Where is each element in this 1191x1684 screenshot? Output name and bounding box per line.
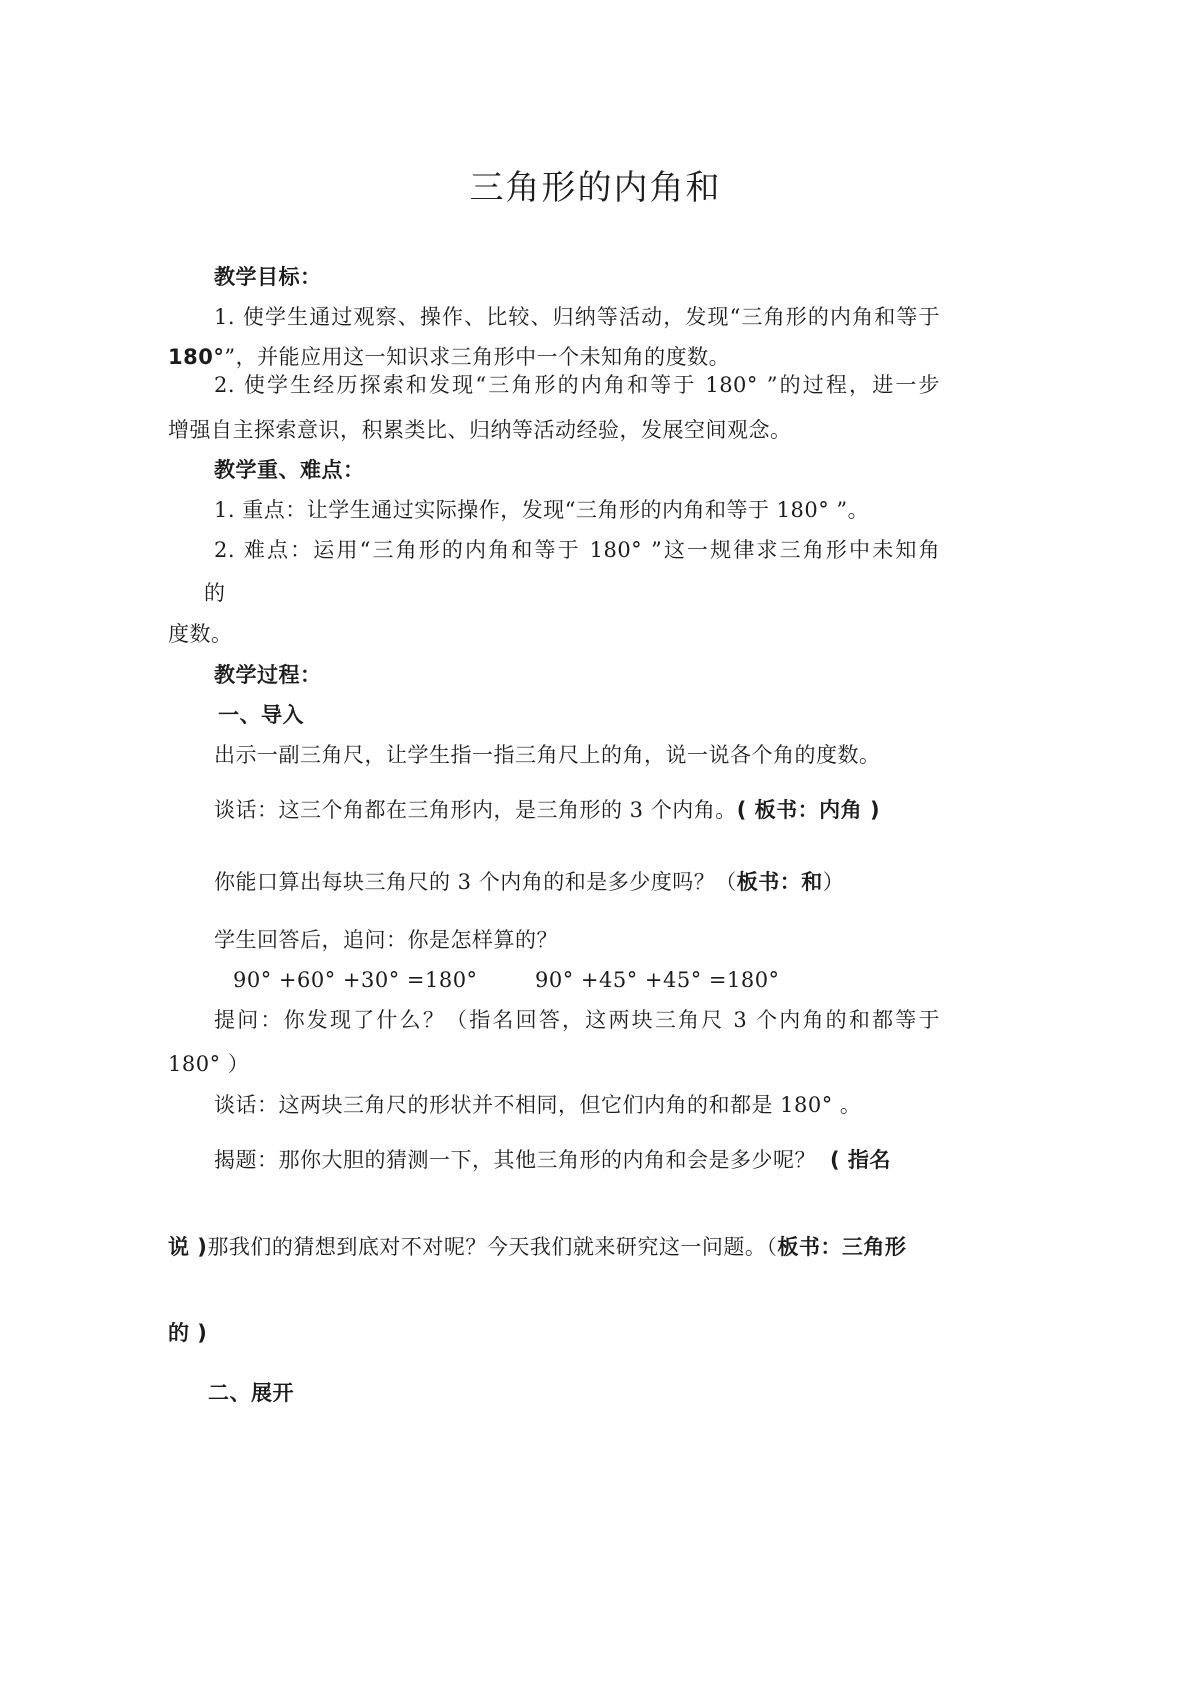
objective-1-degree: 180° [168, 345, 225, 369]
objective-2-line1: 2. 使学生经历探索和发现“三角形的内角和等于 180° ”的过程，进一步 [214, 373, 940, 397]
paragraph-7-text: 揭题：那你大胆的猜测一下，其他三角形的内角和会是多少呢？ [214, 1148, 816, 1172]
key-point-2-line3: 度数。 [168, 622, 233, 646]
paragraph-1: 出示一副三角尺，让学生指一指三角尺上的角，说一说各个角的度数。 [214, 743, 881, 767]
paragraph-5-line1: 提问：你发现了什么？（指名回答，这两块三角尺 3 个内角的和都等于 [214, 1008, 940, 1032]
part2-heading: 二、展开 [208, 1381, 294, 1405]
paragraph-5-line2: 180° ） [168, 1052, 250, 1076]
calculation-2: 90° +45° +45° =180° [535, 968, 780, 992]
objective-1-line1: 1. 使学生通过观察、操作、比较、归纳等活动，发现“三角形的内角和等于 [214, 305, 940, 329]
paragraph-7-bold: ( 指名 [830, 1148, 891, 1172]
paragraph-4: 学生回答后，追问：你是怎样算的？ [214, 928, 558, 952]
paragraph-3 [214, 867, 844, 897]
paragraph-9-bold: 的 ) [168, 1321, 208, 1345]
board-note-sum: 板书：和 [736, 870, 823, 894]
key-points-heading: 教学重、难点： [214, 458, 365, 482]
process-heading: 教学过程： [214, 663, 322, 687]
page-title: 三角形的内角和 [469, 168, 722, 208]
paragraph-8 [168, 1232, 906, 1262]
board-note-triangle: 板书：三角形 [777, 1235, 907, 1259]
key-point-2-line1: 2. 难点：运用“三角形的内角和等于 180° ”这一规律求三角形中未知角 [214, 538, 940, 562]
paragraph-3-text: 你能口算出每块三角尺的 3 个内角的和是多少度吗？（ [214, 870, 737, 894]
paragraph-2 [214, 795, 880, 825]
paragraph-8-bold-start: 说 ) [168, 1235, 208, 1259]
board-note-inner-angle: ( 板书：内角 ) [736, 798, 881, 822]
paragraph-2-text: 谈话：这三个角都在三角形内，是三角形的 3 个内角。 [214, 798, 737, 822]
objectives-heading: 教学目标： [214, 265, 322, 289]
paragraph-6: 谈话：这两块三角尺的形状并不相同，但它们内角的和都是 180° 。 [214, 1093, 862, 1117]
key-point-1: 1. 重点：让学生通过实际操作，发现“三角形的内角和等于 180° ”。 [214, 498, 870, 522]
objective-2-line2: 增强自主探索意识，积累类比、归纳等活动经验，发展空间观念。 [168, 418, 792, 442]
objective-1-line2 [168, 342, 730, 372]
paragraph-9 [168, 1318, 207, 1348]
paragraph-3-close: ） [822, 870, 845, 894]
key-point-2-line2: 的 [204, 581, 226, 605]
part1-heading: 一、导入 [218, 703, 304, 727]
paragraph-8-text: 那我们的猜想到底对不对呢？今天我们就来研究这一问题。（ [207, 1235, 778, 1259]
objective-1-rest: ”，并能应用这一知识求三角形中一个未知角的度数。 [224, 345, 731, 369]
calculation-1: 90° +60° +30° =180° [233, 968, 478, 992]
paragraph-7 [214, 1145, 891, 1175]
